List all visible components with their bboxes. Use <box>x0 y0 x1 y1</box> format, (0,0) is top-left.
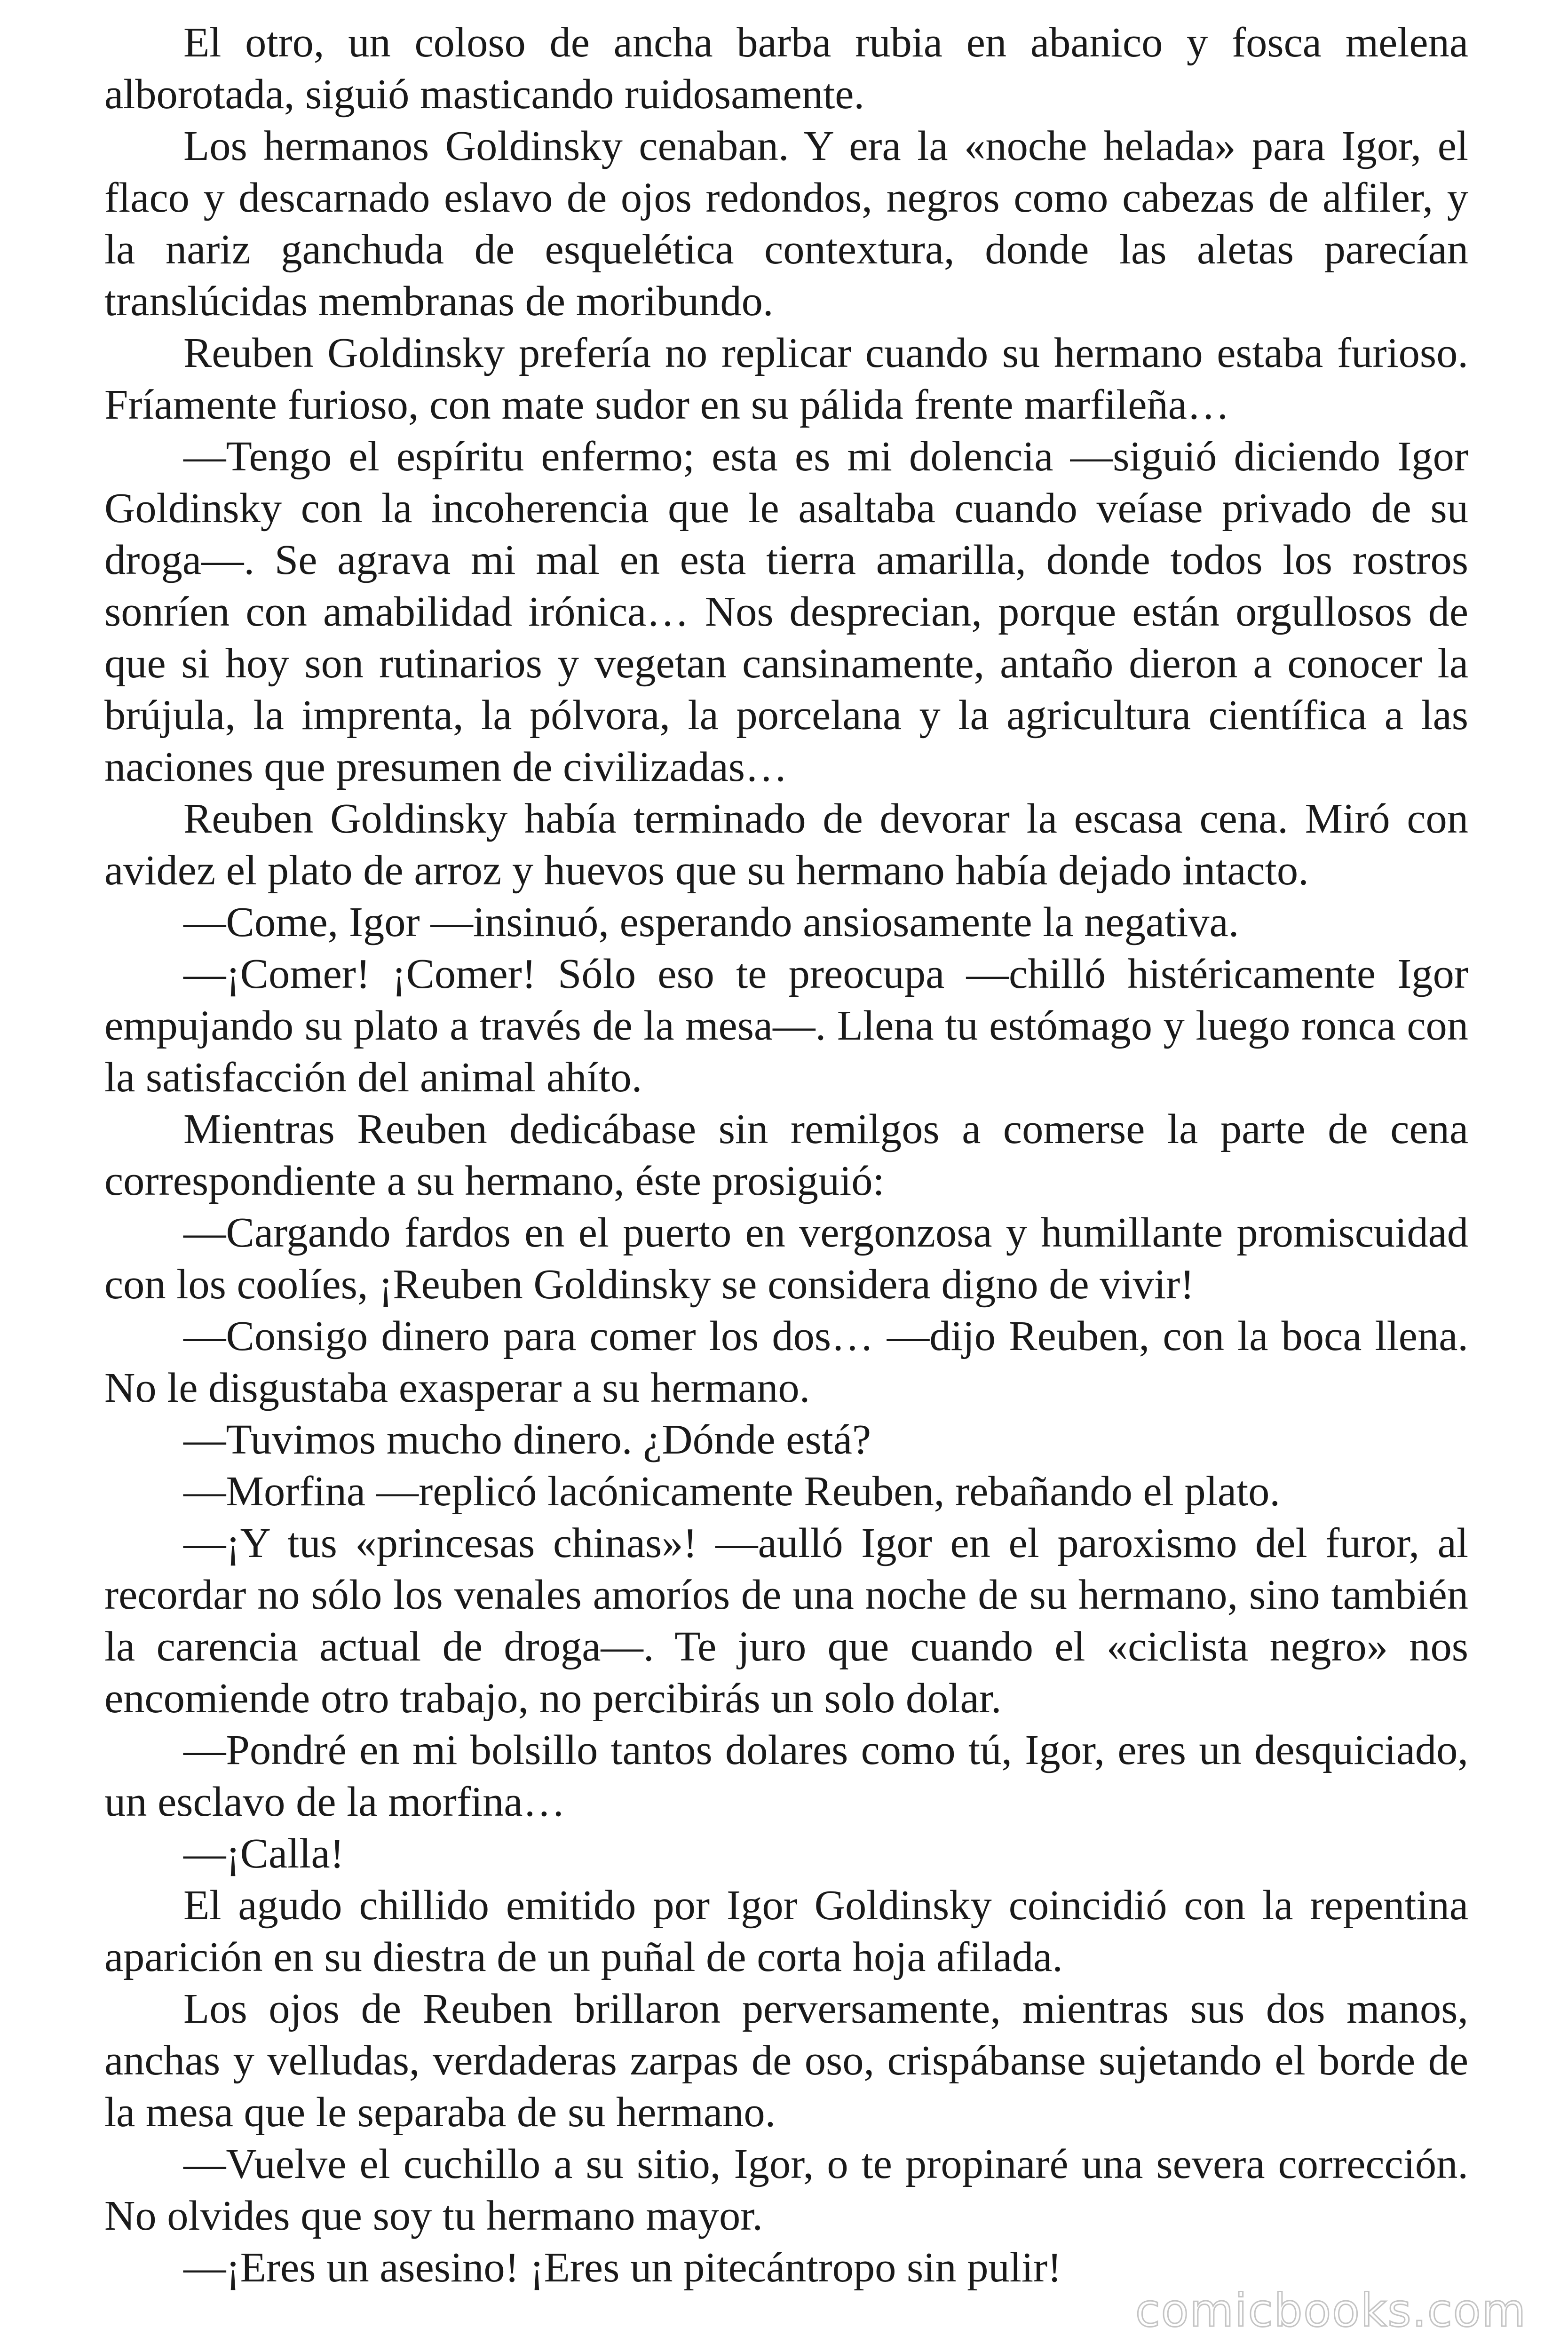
paragraph: —Come, Igor —insinuó, esperando ansiosamente la negativa. <box>183 898 1239 946</box>
paragraph: —¡Eres un asesino! ¡Eres un pitecántropo sin pulir! <box>183 2243 1062 2291</box>
paragraph: —¡Comer! ¡Comer! Sólo eso te preocupa —chilló histéricamente Igor empujando su plato a través de la mesa—. Llena tu estómago y luego ronca con la satisfacción del animal ahíto. <box>104 950 1468 1101</box>
paragraph: Los ojos de Reuben brillaron perversamente, mientras sus dos manos, anchas y velludas, verdaderas zarpas de oso, crispábanse sujetando el borde de la mesa que le separaba de su hermano. <box>104 1985 1468 2136</box>
paragraph: —Consigo dinero para comer los dos… —dijo Reuben, con la boca llena. No le disgustaba exasperar a su hermano. <box>104 1312 1468 1411</box>
watermark: comicbooks.com <box>1135 2284 1527 2337</box>
paragraph: —Cargando fardos en el puerto en vergonzosa y humillante promiscuidad con los coolíes, ¡Reuben Goldinsky se considera digno de vivir! <box>104 1208 1468 1308</box>
paragraph: Reuben Goldinsky prefería no replicar cuando su hermano estaba furioso. Fríamente furioso, con mate sudor en su pálida frente marfileña… <box>104 329 1468 428</box>
paragraph: Reuben Goldinsky había terminado de devorar la escasa cena. Miró con avidez el plato de arroz y huevos que su hermano había dejado intacto. <box>104 795 1468 894</box>
paragraph: —Tengo el espíritu enfermo; esta es mi dolencia —siguió diciendo Igor Goldinsky con la incoherencia que le asaltaba cuando veíase privado de su droga—. Se agrava mi mal en esta tierra amarilla, donde todos los rostros sonríen con amabilidad irónica… Nos desprecian, porque están orgullosos de que si hoy son rutinarios y vegetan cansinamente, antaño dieron a conocer la brújula, la imprenta, la pólvora, la porcelana y la agricultura científica a las naciones que presumen de civilizadas… <box>104 432 1468 790</box>
paragraph: Los hermanos Goldinsky cenaban. Y era la «noche helada» para Igor, el flaco y descarnado eslavo de ojos redondos, negros como cabezas de alfiler, y la nariz ganchuda de esquelética contextura, donde las aletas parecían translúcidas membranas de moribundo. <box>104 122 1468 325</box>
paragraph: El agudo chillido emitido por Igor Goldinsky coincidió con la repentina aparición en su diestra de un puñal de corta hoja afilada. <box>104 1881 1468 1980</box>
page-text <box>104 16 1468 2293</box>
paragraph: —Morfina —replicó lacónicamente Reuben, rebañando el plato. <box>183 1467 1281 1515</box>
paragraph: —¡Calla! <box>183 1829 344 1877</box>
paragraph: Mientras Reuben dedicábase sin remilgos a comerse la parte de cena correspondiente a su hermano, éste prosiguió: <box>104 1105 1468 1204</box>
paragraph: —Tuvimos mucho dinero. ¿Dónde está? <box>183 1415 871 1463</box>
paragraph: —¡Y tus «princesas chinas»! —aulló Igor en el paroxismo del furor, al recordar no sólo los venales amoríos de una noche de su hermano, sino también la carencia actual de droga—. Te juro que cuando el «ciclista negro» nos encomiende otro trabajo, no percibirás un solo dolar. <box>104 1519 1468 1722</box>
paragraph: El otro, un coloso de ancha barba rubia en abanico y fosca melena alborotada, siguió masticando ruidosamente. <box>104 18 1468 118</box>
paragraph: —Pondré en mi bolsillo tantos dolares como tú, Igor, eres un desquiciado, un esclavo de la morfina… <box>104 1726 1468 1825</box>
paragraph: —Vuelve el cuchillo a su sitio, Igor, o te propinaré una severa corrección. No olvides que soy tu hermano mayor. <box>104 2140 1468 2239</box>
